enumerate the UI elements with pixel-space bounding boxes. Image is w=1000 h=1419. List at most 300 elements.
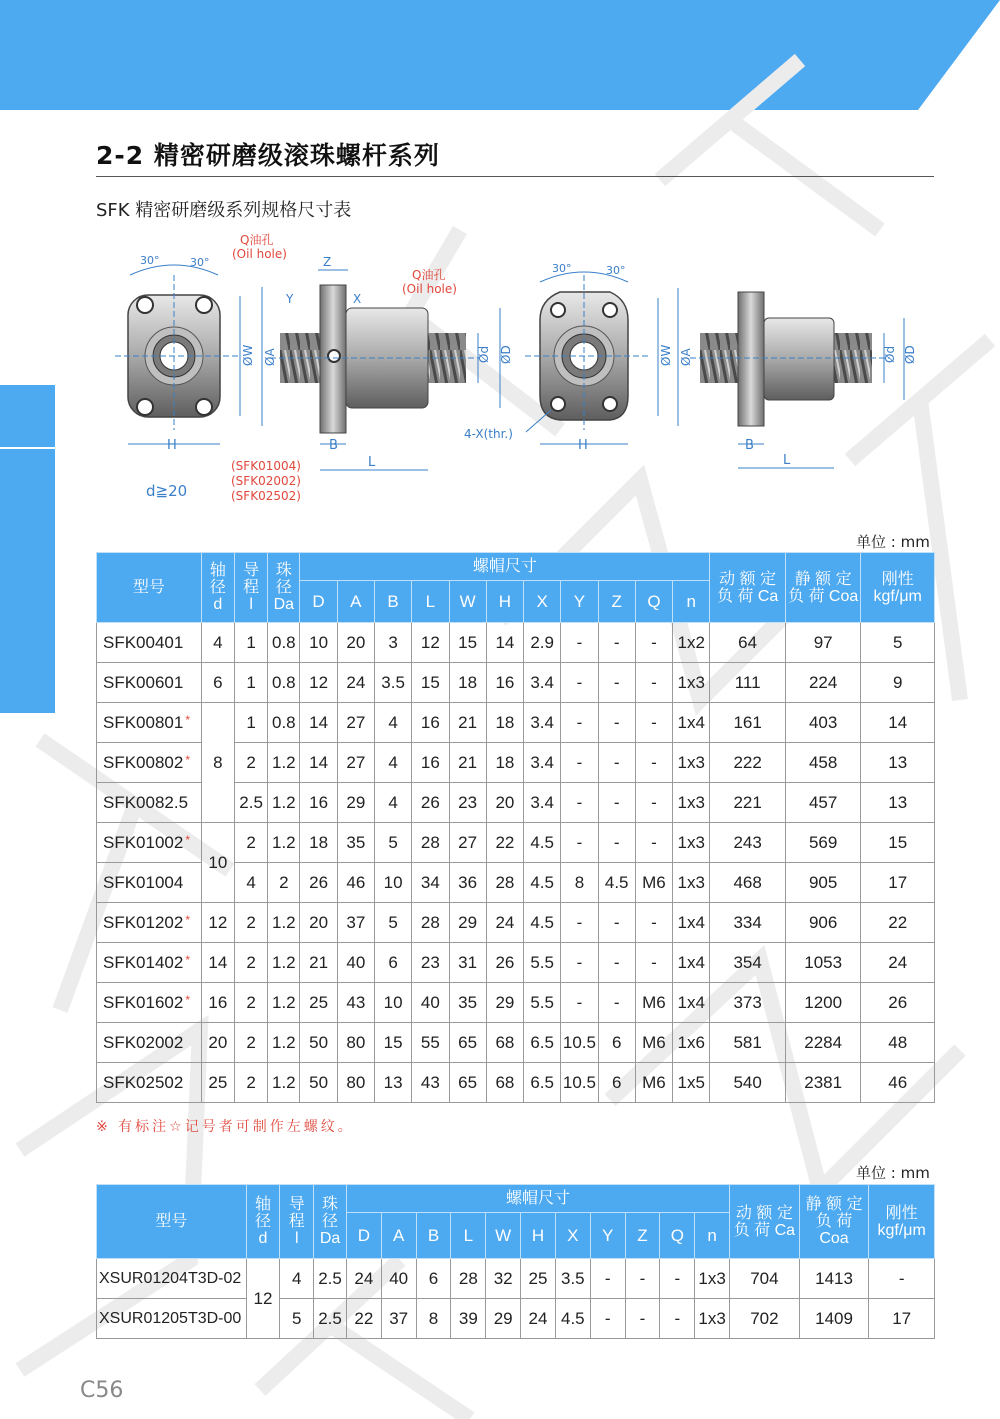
- left-thread-mark: *: [185, 992, 191, 1007]
- cell-ca: 468: [710, 863, 786, 903]
- cell-n: 1x4: [673, 703, 710, 743]
- cell-l: 28: [412, 903, 449, 943]
- cell-w: 15: [449, 623, 486, 663]
- th-shaft-dia: 轴 径 d: [201, 553, 234, 623]
- cell-da: 0.8: [268, 623, 300, 663]
- model-cell: SFK01402 *: [97, 943, 202, 983]
- cell-b: 8: [416, 1299, 451, 1339]
- cell-h: 25: [521, 1259, 556, 1299]
- cell-l: 55: [412, 1023, 449, 1063]
- th-lead: 导 程 l: [234, 553, 267, 623]
- model-cell: XSUR01204T3D-02: [97, 1259, 247, 1299]
- th2-stiffness: 刚性 kgf/μm: [869, 1185, 935, 1259]
- cell-coa: 2381: [785, 1063, 861, 1103]
- cell-x: 4.5: [524, 903, 561, 943]
- model-cell: SFK02002: [97, 1023, 202, 1063]
- cell-z: -: [598, 903, 635, 943]
- cell-y: -: [561, 823, 598, 863]
- shaft-dia-cell: 12: [246, 1259, 280, 1339]
- cell-da: 0.8: [268, 703, 300, 743]
- cell-y: -: [561, 663, 598, 703]
- cell-a: 80: [337, 1063, 374, 1103]
- cell-l: 39: [451, 1299, 486, 1339]
- shaft-dia-cell: 4: [201, 623, 234, 663]
- cell-w: 65: [449, 1023, 486, 1063]
- cell-q: -: [635, 663, 672, 703]
- t1-dim-y: Y: [561, 581, 598, 623]
- cell-z: 6: [598, 1063, 635, 1103]
- note-model-3: (SFK02502): [231, 489, 301, 503]
- cell-a: 40: [381, 1259, 416, 1299]
- cell-x: 6.5: [524, 1023, 561, 1063]
- cell-z: 4.5: [598, 863, 635, 903]
- cell-l: 1: [234, 703, 267, 743]
- cell-z: -: [598, 983, 635, 1023]
- cell-q: -: [635, 703, 672, 743]
- cell-da: 1.2: [268, 943, 300, 983]
- dim-H-2: H: [578, 438, 588, 453]
- th-nut-dims: 螺帽尺寸: [300, 553, 710, 581]
- cell-d: 26: [300, 863, 337, 903]
- cell-k: 46: [861, 1063, 935, 1103]
- cell-a: 80: [337, 1023, 374, 1063]
- table-row: [97, 663, 935, 703]
- cell-d: 16: [300, 783, 337, 823]
- cell-y: 10.5: [561, 1023, 598, 1063]
- t1-dim-a: A: [337, 581, 374, 623]
- cell-a: 29: [337, 783, 374, 823]
- cell-x: 5.5: [524, 943, 561, 983]
- cell-q: M6: [635, 983, 672, 1023]
- cell-a: 46: [337, 863, 374, 903]
- angle-label-4: 30°: [606, 264, 626, 277]
- cell-y: -: [590, 1259, 625, 1299]
- t1-dim-l: L: [412, 581, 449, 623]
- cell-b: 10: [374, 983, 411, 1023]
- cell-y: 10.5: [561, 1063, 598, 1103]
- d-condition: d≧20: [146, 482, 188, 500]
- cell-q: -: [660, 1259, 695, 1299]
- cell-z: -: [598, 663, 635, 703]
- cell-d: 20: [300, 903, 337, 943]
- cell-h: 18: [486, 703, 523, 743]
- cell-q: -: [635, 903, 672, 943]
- cell-d: 25: [300, 983, 337, 1023]
- dim-W-2: ØW: [659, 344, 673, 366]
- cell-k: 24: [861, 943, 935, 983]
- table-row: [97, 1023, 935, 1063]
- cell-y: -: [561, 903, 598, 943]
- cell-da: 1.2: [268, 823, 300, 863]
- cell-da: 1.2: [268, 783, 300, 823]
- cell-h: 20: [486, 783, 523, 823]
- cell-d: 14: [300, 743, 337, 783]
- cell-ca: 334: [710, 903, 786, 943]
- th2-model: 型号: [97, 1185, 247, 1259]
- cell-ca: 111: [710, 663, 786, 703]
- cell-da: 1.2: [268, 743, 300, 783]
- t2-dim-b: B: [416, 1213, 451, 1259]
- unit-label-2: 单位 : mm: [856, 1164, 930, 1182]
- dim-A-1: ØA: [263, 348, 277, 366]
- cell-w: 31: [449, 943, 486, 983]
- table-row: [97, 903, 935, 943]
- cell-k: 13: [861, 743, 935, 783]
- cell-a: 27: [337, 703, 374, 743]
- model-cell: SFK01002 *: [97, 823, 202, 863]
- left-thread-mark: *: [185, 912, 191, 927]
- cell-b: 13: [374, 1063, 411, 1103]
- th-dynamic-load: 动 额 定 负 荷 Ca: [710, 553, 786, 623]
- t1-dim-b: B: [374, 581, 411, 623]
- cell-y: -: [590, 1299, 625, 1339]
- t2-dim-a: A: [381, 1213, 416, 1259]
- cell-coa: 224: [785, 663, 861, 703]
- cell-a: 37: [337, 903, 374, 943]
- th2-nut-dims: 螺帽尺寸: [346, 1185, 729, 1213]
- dim-L-2: L: [783, 453, 791, 468]
- cell-d: 10: [300, 623, 337, 663]
- cell-l: 26: [412, 783, 449, 823]
- cell-da: 2.5: [314, 1259, 347, 1299]
- cell-n: 1x2: [673, 623, 710, 663]
- left-thread-mark: *: [185, 752, 191, 767]
- cell-q: -: [635, 623, 672, 663]
- sfk-spec-table: [96, 552, 935, 1103]
- cell-ca: 354: [710, 943, 786, 983]
- cell-l: 4: [280, 1259, 314, 1299]
- cell-l: 23: [412, 943, 449, 983]
- cell-l: 2: [234, 823, 267, 863]
- cell-n: 1x3: [673, 863, 710, 903]
- cell-k: -: [869, 1259, 935, 1299]
- cell-z: -: [598, 823, 635, 863]
- shaft-dia-cell: 10: [201, 823, 234, 903]
- cell-b: 5: [374, 903, 411, 943]
- th-model: 型号: [97, 553, 202, 623]
- cell-y: 8: [561, 863, 598, 903]
- cell-ca: 540: [710, 1063, 786, 1103]
- shaft-dia-cell: 25: [201, 1063, 234, 1103]
- cell-b: 3: [374, 623, 411, 663]
- t2-dim-z: Z: [625, 1213, 660, 1259]
- shaft-dia-cell: 20: [201, 1023, 234, 1063]
- th-stiffness: 刚性 kgf/μm: [861, 553, 935, 623]
- cell-w: 32: [486, 1259, 521, 1299]
- cell-k: 17: [869, 1299, 935, 1339]
- left-thread-mark: *: [185, 832, 191, 847]
- dim-L-1: L: [368, 455, 376, 470]
- cell-n: 1x4: [673, 943, 710, 983]
- cell-b: 15: [374, 1023, 411, 1063]
- subtitle: SFK 精密研磨级系列规格尺寸表: [96, 200, 352, 221]
- cell-n: 1x3: [673, 783, 710, 823]
- cell-n: 1x3: [695, 1259, 730, 1299]
- oil-hole-cn-2: Q油孔: [412, 268, 446, 282]
- dim-B-1: B: [329, 438, 338, 453]
- cell-h: 26: [486, 943, 523, 983]
- cell-d: 21: [300, 943, 337, 983]
- cell-coa: 457: [785, 783, 861, 823]
- dim-B-2: B: [745, 438, 754, 453]
- cell-w: 21: [449, 743, 486, 783]
- cell-da: 2.5: [314, 1299, 347, 1339]
- cell-z: 6: [598, 1023, 635, 1063]
- cell-y: -: [561, 703, 598, 743]
- cell-coa: 97: [785, 623, 861, 663]
- cell-ca: 702: [730, 1299, 800, 1339]
- cell-n: 1x4: [673, 983, 710, 1023]
- cell-n: 1x3: [673, 663, 710, 703]
- cell-l: 16: [412, 743, 449, 783]
- cell-ca: 221: [710, 783, 786, 823]
- th2-shaft-dia: 轴 径 d: [246, 1185, 280, 1259]
- shaft-dia-cell: 14: [201, 943, 234, 983]
- t1-dim-z: Z: [598, 581, 635, 623]
- dim-X: X: [353, 292, 362, 306]
- dim-d-1: Ød: [477, 345, 491, 363]
- cell-l: 34: [412, 863, 449, 903]
- cell-l: 43: [412, 1063, 449, 1103]
- cell-coa: 905: [785, 863, 861, 903]
- t2-dim-n: n: [695, 1213, 730, 1259]
- cell-l: 16: [412, 703, 449, 743]
- cell-w: 23: [449, 783, 486, 823]
- cell-coa: 458: [785, 743, 861, 783]
- t1-dim-d: D: [300, 581, 337, 623]
- cell-b: 4: [374, 703, 411, 743]
- oil-hole-cn-1: Q油孔: [240, 233, 274, 247]
- angle-label-1: 30°: [140, 254, 160, 267]
- table-row: [97, 983, 935, 1023]
- cell-n: 1x3: [695, 1299, 730, 1339]
- cell-y: -: [561, 983, 598, 1023]
- cell-y: -: [561, 783, 598, 823]
- cell-x: 3.4: [524, 743, 561, 783]
- cell-ca: 222: [710, 743, 786, 783]
- th2-dynamic-load: 动 额 定 负 荷 Ca: [730, 1185, 800, 1259]
- cell-w: 18: [449, 663, 486, 703]
- t1-dim-w: W: [449, 581, 486, 623]
- th-ball-dia: 珠 径 Da: [268, 553, 300, 623]
- cell-da: 1.2: [268, 1023, 300, 1063]
- cell-q: -: [635, 783, 672, 823]
- cell-a: 40: [337, 943, 374, 983]
- cell-z: -: [625, 1299, 660, 1339]
- cell-ca: 704: [730, 1259, 800, 1299]
- cell-k: 9: [861, 663, 935, 703]
- header-wedge: [918, 0, 1000, 110]
- dim-D-1: ØD: [499, 345, 513, 364]
- cell-w: 65: [449, 1063, 486, 1103]
- model-cell: SFK00601: [97, 663, 202, 703]
- cell-coa: 906: [785, 903, 861, 943]
- cell-n: 1x4: [673, 903, 710, 943]
- cell-h: 68: [486, 1063, 523, 1103]
- cell-x: 3.4: [524, 703, 561, 743]
- model-cell: SFK01202 *: [97, 903, 202, 943]
- cell-da: 1.2: [268, 983, 300, 1023]
- cell-h: 24: [521, 1299, 556, 1339]
- table-row: [97, 1063, 935, 1103]
- cell-l: 2: [234, 1063, 267, 1103]
- technical-drawing: [0, 228, 1000, 508]
- left-thread-mark: *: [185, 952, 191, 967]
- cell-n: 1x3: [673, 823, 710, 863]
- dim-A-2: ØA: [679, 348, 693, 366]
- cell-h: 28: [486, 863, 523, 903]
- t2-dim-q: Q: [660, 1213, 695, 1259]
- cell-x: 2.9: [524, 623, 561, 663]
- cell-q: M6: [635, 1023, 672, 1063]
- flange-front-view-2: [525, 272, 678, 444]
- cell-x: 3.4: [524, 783, 561, 823]
- nut-side-view-2: [690, 292, 904, 468]
- cell-b: 4: [374, 783, 411, 823]
- cell-y: -: [561, 743, 598, 783]
- cell-k: 5: [861, 623, 935, 663]
- cell-l: 2: [234, 983, 267, 1023]
- cell-h: 16: [486, 663, 523, 703]
- cell-b: 5: [374, 823, 411, 863]
- cell-z: -: [625, 1259, 660, 1299]
- th-static-load: 静 额 定 负 荷 Coa: [785, 553, 861, 623]
- unit-label-1: 单位 : mm: [856, 533, 930, 551]
- xsur-spec-table: [96, 1184, 935, 1339]
- dim-Y: Y: [286, 292, 294, 306]
- model-cell: SFK00802 *: [97, 743, 202, 783]
- header-band: [0, 0, 1000, 110]
- cell-l: 2: [234, 1023, 267, 1063]
- model-cell: SFK02502: [97, 1063, 202, 1103]
- cell-d: 50: [300, 1023, 337, 1063]
- t1-dim-h: H: [486, 581, 523, 623]
- thread-label: 4-X(thr.): [464, 427, 513, 441]
- cell-z: -: [598, 623, 635, 663]
- cell-l: 28: [412, 823, 449, 863]
- cell-coa: 2284: [785, 1023, 861, 1063]
- cell-q: -: [660, 1299, 695, 1339]
- section-title: 2-2 精密研磨级滚珠螺杆系列: [96, 141, 440, 170]
- dim-d-2: Ød: [883, 345, 897, 363]
- flange-front-view-1: [115, 265, 262, 444]
- th2-static-load: 静 额 定 负 荷 Coa: [799, 1185, 869, 1259]
- cell-l: 2: [234, 943, 267, 983]
- cell-k: 26: [861, 983, 935, 1023]
- cell-x: 3.5: [555, 1259, 590, 1299]
- table-row: [97, 703, 935, 743]
- cell-ca: 243: [710, 823, 786, 863]
- cell-coa: 1413: [799, 1259, 869, 1299]
- cell-k: 22: [861, 903, 935, 943]
- cell-h: 24: [486, 903, 523, 943]
- cell-l: 5: [280, 1299, 314, 1339]
- cell-k: 17: [861, 863, 935, 903]
- cell-b: 3.5: [374, 663, 411, 703]
- table-row: [97, 623, 935, 663]
- t2-dim-l: L: [451, 1213, 486, 1259]
- cell-l: 12: [412, 623, 449, 663]
- cell-x: 5.5: [524, 983, 561, 1023]
- cell-x: 4.5: [524, 823, 561, 863]
- cell-h: 68: [486, 1023, 523, 1063]
- model-cell: SFK00801 *: [97, 703, 202, 743]
- cell-da: 0.8: [268, 663, 300, 703]
- note-model-1: (SFK01004): [231, 459, 301, 473]
- cell-a: 43: [337, 983, 374, 1023]
- th2-ball-dia: 珠 径 Da: [314, 1185, 347, 1259]
- cell-d: 50: [300, 1063, 337, 1103]
- cell-w: 27: [449, 823, 486, 863]
- oil-hole-en-2: (Oil hole): [402, 282, 457, 296]
- cell-q: -: [635, 823, 672, 863]
- t2-dim-d: D: [346, 1213, 381, 1259]
- cell-l: 40: [412, 983, 449, 1023]
- shaft-dia-cell: 8: [201, 703, 234, 823]
- model-cell: SFK01602 *: [97, 983, 202, 1023]
- cell-z: -: [598, 943, 635, 983]
- cell-q: -: [635, 743, 672, 783]
- cell-q: M6: [635, 1063, 672, 1103]
- cell-h: 18: [486, 743, 523, 783]
- cell-y: -: [561, 623, 598, 663]
- cell-l: 15: [412, 663, 449, 703]
- cell-b: 6: [374, 943, 411, 983]
- cell-b: 10: [374, 863, 411, 903]
- cell-w: 29: [449, 903, 486, 943]
- cell-coa: 403: [785, 703, 861, 743]
- cell-z: -: [598, 783, 635, 823]
- dim-W-1: ØW: [241, 344, 255, 366]
- cell-da: 2: [268, 863, 300, 903]
- cell-h: 14: [486, 623, 523, 663]
- page-number: C56: [80, 1378, 124, 1403]
- cell-n: 1x5: [673, 1063, 710, 1103]
- cell-x: 6.5: [524, 1063, 561, 1103]
- cell-ca: 581: [710, 1023, 786, 1063]
- t2-dim-y: Y: [590, 1213, 625, 1259]
- cell-da: 1.2: [268, 1063, 300, 1103]
- left-thread-mark: *: [185, 712, 191, 727]
- cell-k: 48: [861, 1023, 935, 1063]
- cell-x: 4.5: [524, 863, 561, 903]
- cell-n: 1x6: [673, 1023, 710, 1063]
- cell-k: 13: [861, 783, 935, 823]
- cell-h: 29: [486, 983, 523, 1023]
- cell-l: 4: [234, 863, 267, 903]
- cell-l: 1: [234, 623, 267, 663]
- cell-x: 4.5: [555, 1299, 590, 1339]
- cell-l: 2: [234, 903, 267, 943]
- cell-b: 6: [416, 1259, 451, 1299]
- cell-a: 27: [337, 743, 374, 783]
- cell-ca: 161: [710, 703, 786, 743]
- cell-l: 1: [234, 663, 267, 703]
- cell-k: 14: [861, 703, 935, 743]
- cell-q: M6: [635, 863, 672, 903]
- cell-q: -: [635, 943, 672, 983]
- cell-z: -: [598, 743, 635, 783]
- model-cell: SFK00401: [97, 623, 202, 663]
- oil-hole-en-1: (Oil hole): [232, 247, 287, 261]
- table-row: [97, 1259, 935, 1299]
- dim-H-1: H: [167, 438, 177, 453]
- th2-lead: 导 程 l: [280, 1185, 314, 1259]
- model-cell: XSUR01205T3D-00: [97, 1299, 247, 1339]
- cell-b: 4: [374, 743, 411, 783]
- table-row: [97, 823, 935, 863]
- cell-d: 12: [300, 663, 337, 703]
